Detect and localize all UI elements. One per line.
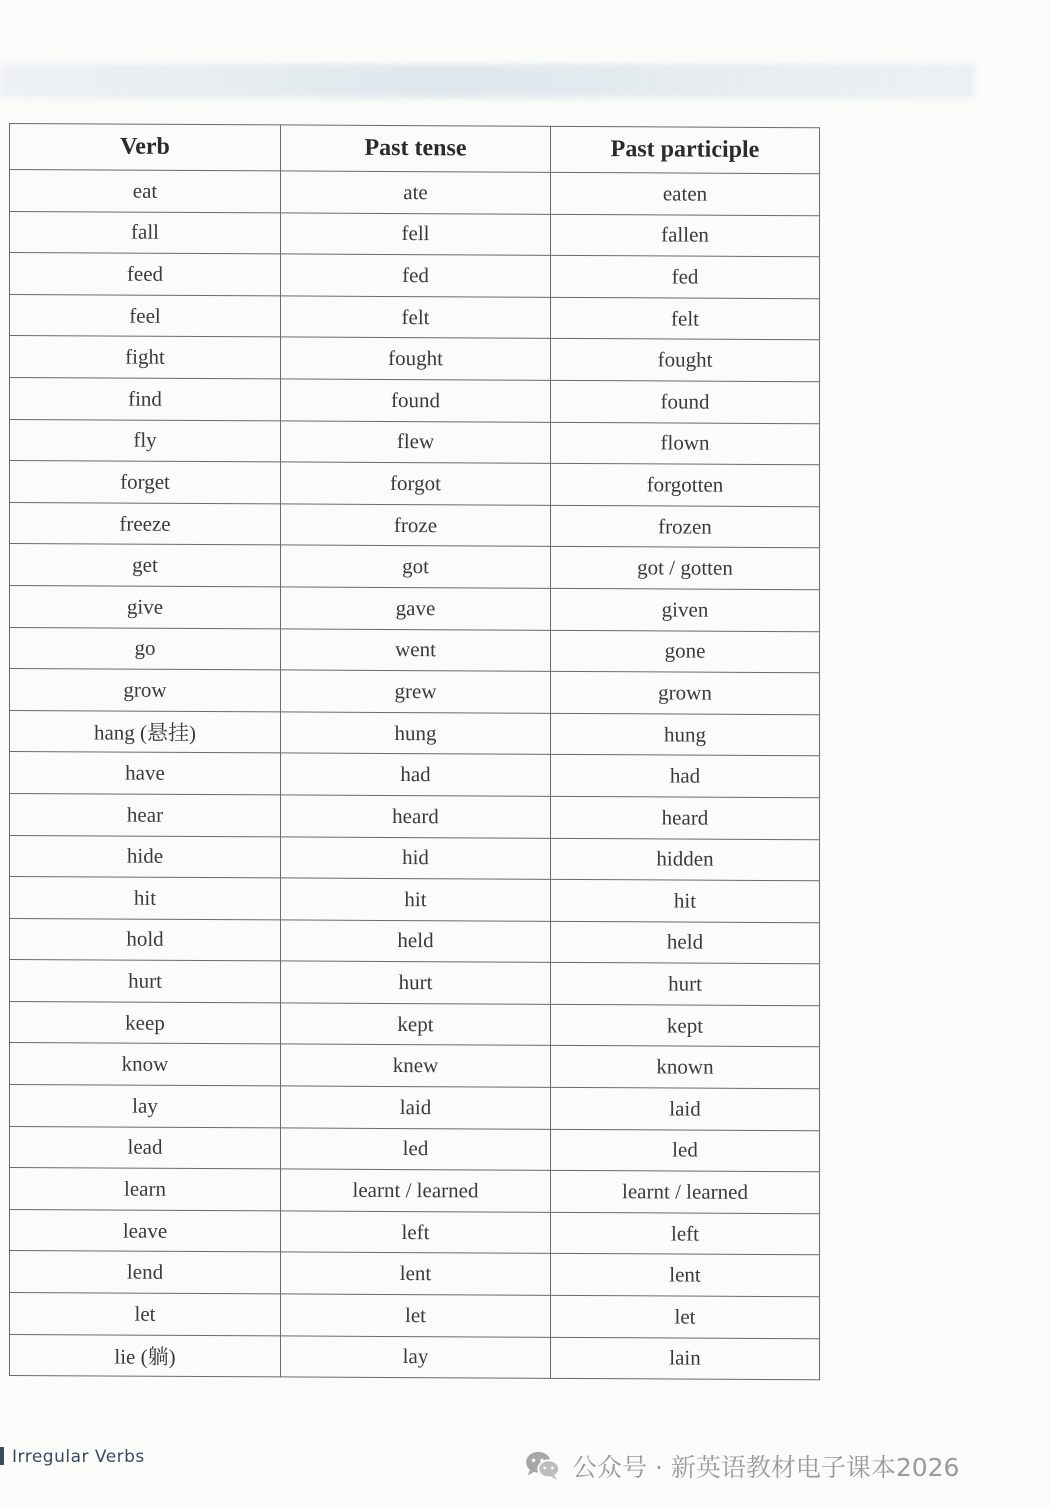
past-participle-cell: lent: [551, 1254, 820, 1297]
table-row: [10, 1085, 820, 1131]
past-participle-cell: held: [551, 921, 820, 964]
table-row: [10, 669, 820, 715]
past-tense-cell: kept: [281, 1003, 551, 1046]
verb-cell: hang (悬挂): [10, 710, 281, 753]
past-tense-cell: grew: [281, 670, 551, 713]
section-label: Irregular Verbs: [12, 1447, 145, 1467]
header-band: [0, 64, 975, 98]
past-participle-cell: fed: [551, 256, 820, 299]
header-past-participle: Past participle: [551, 126, 820, 173]
table-row: [10, 1043, 820, 1089]
past-participle-cell: hung: [551, 713, 820, 756]
table-row: [10, 1168, 820, 1214]
verb-cell: lay: [10, 1085, 281, 1128]
past-tense-cell: laid: [281, 1086, 551, 1129]
past-participle-cell: hidden: [551, 838, 820, 881]
past-participle-cell: learnt / learned: [551, 1171, 820, 1214]
past-participle-cell: left: [551, 1212, 820, 1255]
watermark: [524, 1448, 959, 1484]
past-participle-cell: hurt: [551, 963, 820, 1006]
verb-cell: lie (躺): [10, 1334, 281, 1377]
header-past-tense: Past tense: [281, 125, 551, 172]
verb-cell: learn: [10, 1168, 281, 1211]
table-row: [10, 211, 820, 257]
header-verb: Verb: [10, 124, 281, 171]
table-row: [10, 1126, 820, 1172]
past-tense-cell: fell: [281, 213, 551, 256]
past-tense-cell: had: [281, 753, 551, 796]
verb-cell: get: [10, 544, 281, 587]
table-row: [10, 627, 820, 673]
past-tense-cell: gave: [281, 587, 551, 630]
past-participle-cell: eaten: [551, 172, 820, 215]
past-participle-cell: led: [551, 1129, 820, 1172]
past-tense-cell: froze: [281, 504, 551, 547]
verb-cell: hit: [10, 877, 281, 920]
table-row: [10, 1251, 820, 1297]
verb-cell: let: [10, 1293, 281, 1336]
table-row: [10, 336, 820, 382]
verb-cell: hear: [10, 793, 281, 836]
past-tense-cell: lent: [281, 1252, 551, 1295]
past-participle-cell: given: [551, 588, 820, 631]
past-tense-cell: hid: [281, 836, 551, 879]
table-row: [10, 1209, 820, 1255]
footer-marker: [0, 1447, 4, 1465]
table-row: [10, 294, 820, 340]
past-participle-cell: known: [551, 1046, 820, 1089]
verb-cell: hide: [10, 835, 281, 878]
verb-cell: feed: [10, 253, 281, 296]
table-body: [10, 170, 820, 1380]
table-row: [10, 918, 820, 964]
table-row: [10, 377, 820, 423]
past-tense-cell: held: [281, 920, 551, 963]
verb-cell: freeze: [10, 502, 281, 545]
past-tense-cell: ate: [281, 171, 551, 214]
section-footer: [0, 1447, 145, 1467]
verb-cell: fly: [10, 419, 281, 462]
past-tense-cell: hurt: [281, 961, 551, 1004]
table-row: [10, 835, 820, 881]
past-participle-cell: had: [551, 755, 820, 798]
past-participle-cell: kept: [551, 1004, 820, 1047]
verb-cell: give: [10, 585, 281, 628]
past-participle-cell: laid: [551, 1087, 820, 1130]
past-tense-cell: heard: [281, 795, 551, 838]
past-tense-cell: fought: [281, 337, 551, 380]
past-participle-cell: lain: [551, 1337, 820, 1380]
table-row: [10, 710, 820, 756]
past-tense-cell: flew: [281, 420, 551, 463]
table-row: [10, 752, 820, 798]
table-header-row: [10, 124, 820, 174]
table-row: [10, 960, 820, 1006]
table-row: [10, 1293, 820, 1339]
past-tense-cell: left: [281, 1211, 551, 1254]
table-row: [10, 877, 820, 923]
past-tense-cell: learnt / learned: [281, 1169, 551, 1212]
verb-cell: feel: [10, 294, 281, 337]
table-row: [10, 544, 820, 590]
past-tense-cell: hung: [281, 712, 551, 755]
past-tense-cell: felt: [281, 296, 551, 339]
verb-cell: hold: [10, 918, 281, 961]
past-participle-cell: frozen: [551, 505, 820, 548]
table-row: [10, 1334, 820, 1380]
past-tense-cell: went: [281, 628, 551, 671]
table-row: [10, 170, 820, 216]
past-participle-cell: hit: [551, 879, 820, 922]
past-participle-cell: grown: [551, 671, 820, 714]
verb-cell: know: [10, 1043, 281, 1086]
verb-cell: find: [10, 377, 281, 420]
verb-cell: lend: [10, 1251, 281, 1294]
past-participle-cell: found: [551, 380, 820, 423]
past-participle-cell: let: [551, 1295, 820, 1338]
verb-cell: fall: [10, 211, 281, 254]
past-tense-cell: forgot: [281, 462, 551, 505]
past-tense-cell: got: [281, 545, 551, 588]
table-row: [10, 1001, 820, 1047]
past-participle-cell: forgotten: [551, 463, 820, 506]
verb-cell: fight: [10, 336, 281, 379]
past-participle-cell: heard: [551, 796, 820, 839]
past-tense-cell: fed: [281, 254, 551, 297]
verb-cell: grow: [10, 669, 281, 712]
past-tense-cell: hit: [281, 878, 551, 921]
verb-cell: hurt: [10, 960, 281, 1003]
verb-cell: go: [10, 627, 281, 670]
past-participle-cell: fallen: [551, 214, 820, 257]
past-participle-cell: felt: [551, 297, 820, 340]
verb-cell: keep: [10, 1001, 281, 1044]
past-tense-cell: knew: [281, 1044, 551, 1087]
watermark-text: 公众号 · 新英语教材电子课本2026: [572, 1453, 960, 1482]
wechat-icon: [524, 1450, 562, 1482]
table-row: [10, 461, 820, 507]
past-tense-cell: let: [281, 1294, 551, 1337]
table-row: [10, 585, 820, 631]
past-participle-cell: fought: [551, 339, 820, 382]
past-participle-cell: gone: [551, 630, 820, 673]
table-row: [10, 793, 820, 839]
verb-cell: lead: [10, 1126, 281, 1169]
irregular-verbs-table: [9, 123, 820, 1380]
table-row: [10, 419, 820, 465]
past-tense-cell: found: [281, 379, 551, 422]
verb-cell: forget: [10, 461, 281, 504]
past-tense-cell: lay: [281, 1336, 551, 1379]
past-participle-cell: flown: [551, 422, 820, 465]
verb-cell: eat: [10, 170, 281, 213]
past-tense-cell: led: [281, 1128, 551, 1171]
table-row: [10, 253, 820, 299]
verb-cell: have: [10, 752, 281, 795]
table-row: [10, 502, 820, 548]
verb-cell: leave: [10, 1209, 281, 1252]
past-participle-cell: got / gotten: [551, 547, 820, 590]
